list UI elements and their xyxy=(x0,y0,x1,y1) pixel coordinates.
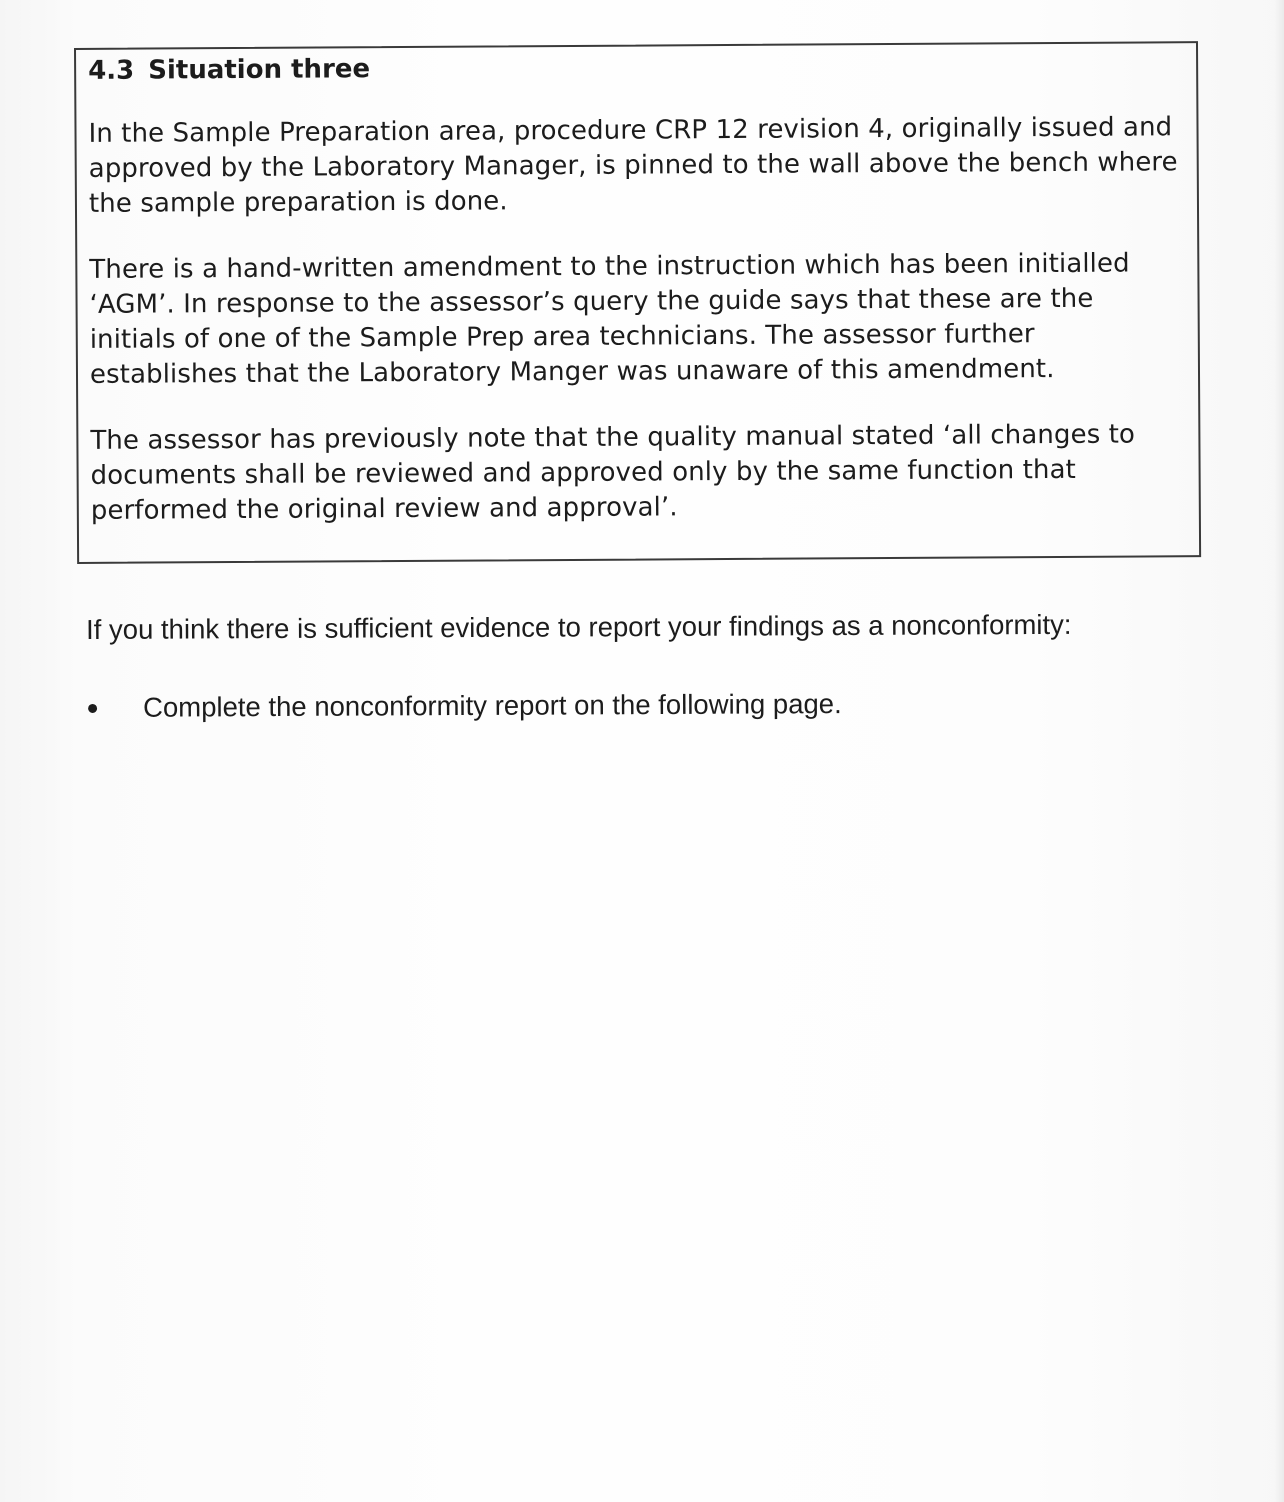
instruction-prompt: If you think there is sufficient evidence to report your findings as a nonconformity: xyxy=(86,608,1072,645)
page-edge-shadow xyxy=(1274,0,1284,1502)
section-number: 4.3 xyxy=(88,55,135,86)
situation-box xyxy=(74,41,1201,564)
bullet-icon xyxy=(88,703,97,712)
list-item-text: Complete the nonconformity report on the following page. xyxy=(143,688,842,723)
situation-paragraph: The assessor has previously note that the quality manual stated ‘all changes to documents shall be reviewed and approved only by the same function that performed the original review and approval’. xyxy=(90,419,1136,526)
situation-paragraph: In the Sample Preparation area, procedure CRP 12 revision 4, originally issued and approved by the Laboratory Manager, is pinned to the wall above the bench where the sample preparation is done. xyxy=(88,112,1178,219)
instruction-list xyxy=(86,684,1186,726)
section-title: Situation three xyxy=(148,54,371,86)
situation-paragraph: There is a hand-written amendment to the instruction which has been initialled ‘AGM’. In response to the assessor’s query the guide says that these are the initials of one of the Sample Prep area technicians. The assessor further establishes that the Laboratory Manger was unaware of this amendment. xyxy=(89,248,1130,390)
list-item xyxy=(86,684,1186,726)
section-heading xyxy=(88,47,1182,88)
